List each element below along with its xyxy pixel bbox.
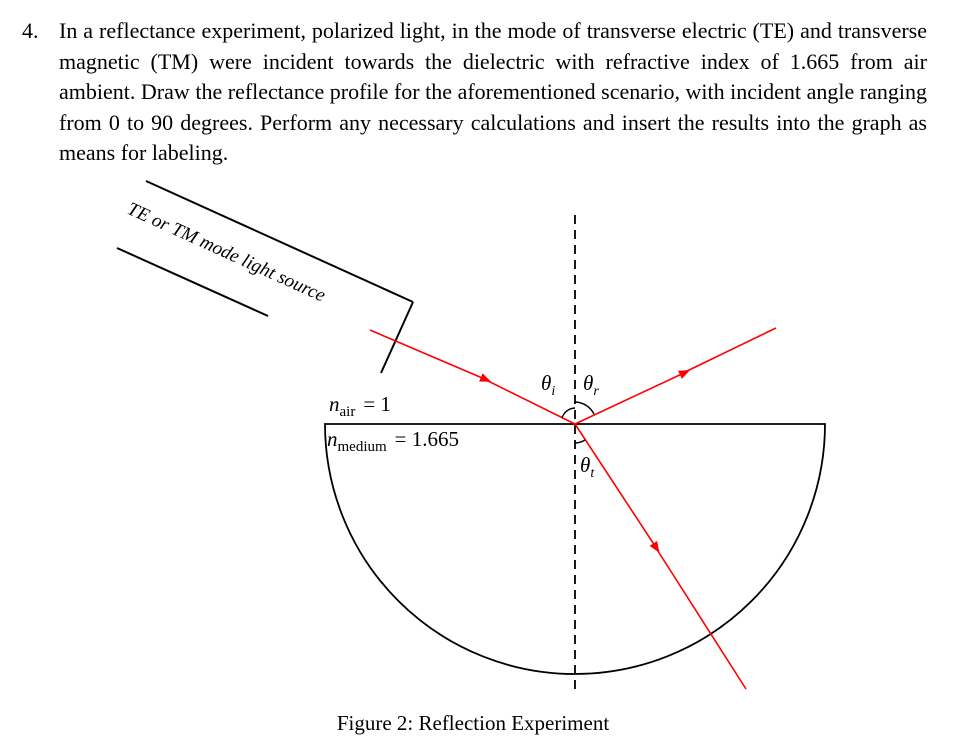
question-text: In a reflectance experiment, polarized light, in the mode of transverse electric (TE) and transverse magnetic (TM) were incident towards the dielectric with refractive index of 1.665 from air ambient. Draw the reflectance profile for the aforementioned scenario, with incident angle ranging from 0 to 90 degrees. Perform any necessary calculations and insert the results into the graph as means for labeling. xyxy=(59,18,927,165)
light-source-box xyxy=(117,181,413,373)
reflected-ray-tail xyxy=(685,328,776,372)
theta-t-arc xyxy=(575,440,585,443)
question-number: 4. xyxy=(22,18,39,43)
figure-caption: Figure 2: Reflection Experiment xyxy=(336,711,610,735)
incident-ray xyxy=(370,330,487,380)
transmitted-ray xyxy=(575,424,657,549)
n-medium-label: $n_{medium} = 1.665$ xyxy=(327,427,460,455)
theta-r-arc xyxy=(575,402,594,414)
theta-r-label: $\theta_r$ xyxy=(583,371,599,399)
light-source-label: TE or TM mode light source xyxy=(123,198,329,307)
theta-i-arc xyxy=(562,408,575,418)
n-air-label: $n_{air} = 1$ xyxy=(329,392,391,420)
theta-i-label: $\theta_i$ xyxy=(541,371,556,399)
rays xyxy=(370,328,776,689)
theta-t-label: $\theta_t$ xyxy=(580,453,595,481)
